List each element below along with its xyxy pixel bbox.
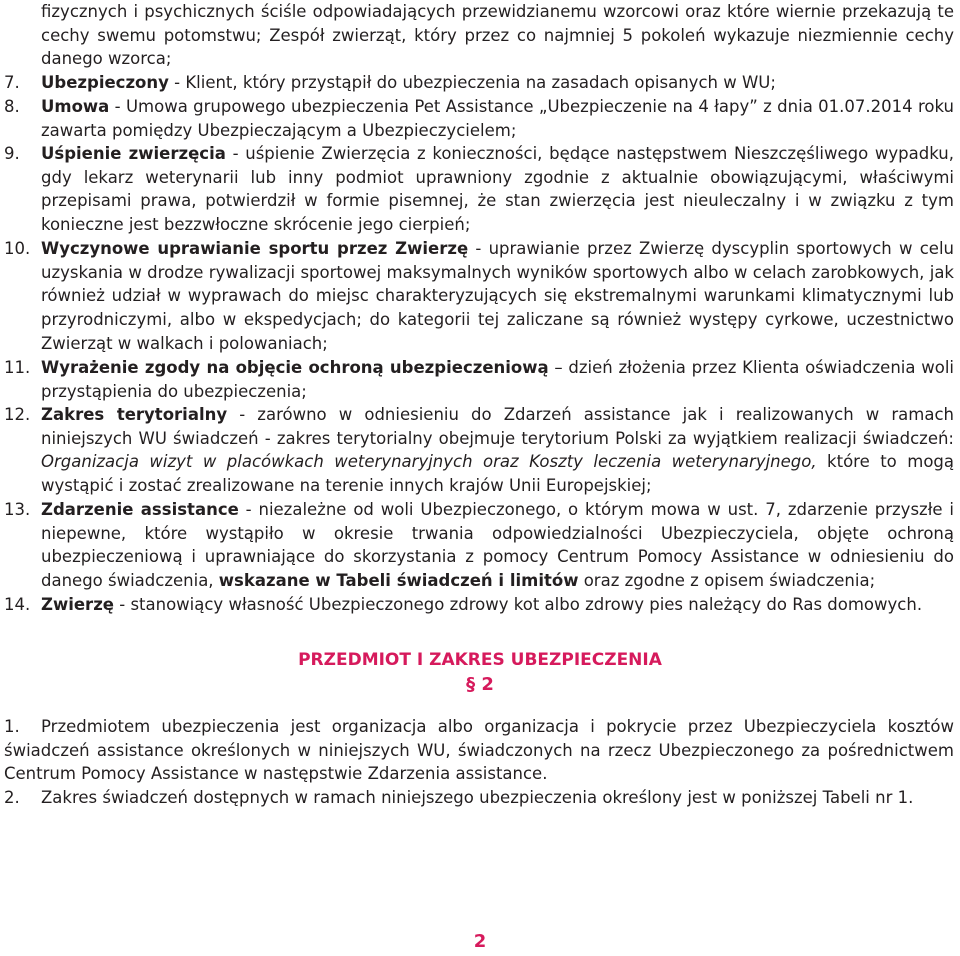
definition-number: 14. — [4, 595, 31, 614]
definition-text: - stanowiący własność Ubezpieczonego zdrowy kot albo zdrowy pies należący do Ras domowych. — [114, 595, 923, 614]
definition-term: Wyczynowe uprawianie sportu przez Zwierzę — [41, 239, 469, 258]
paragraph-text: Zakres świadczeń dostępnych w ramach niniejszego ubezpieczenia określony jest w poniższej Tabeli nr 1. — [41, 788, 914, 807]
definition-7 — [4, 71, 954, 95]
definition-text: - uśpienie Zwierzęcia z konieczności, będące następstwem Nieszczęśliwego wypadku, gdy lekarz weterynarii lub inny podmiot uprawniony zgodnie z aktualnie obowiązującymi, właściwymi przepisami prawa, potwierdził w formie pisemnej, że stan zwierzęcia jest nieuleczalny i w związku z tym konieczne jest bezzwłoczne skrócenie jego cierpień; — [41, 144, 954, 235]
definition-text-end: oraz zgodne z opisem świadczenia; — [578, 571, 876, 591]
definition-14 — [4, 593, 954, 617]
definition-text: – dzień złożenia przez Klienta oświadczenia woli przystąpienia do ubezpieczenia; — [41, 358, 954, 401]
definition-text: - Klient, który przystąpił do ubezpieczenia na zasadach opisanych w WU; — [168, 73, 776, 92]
definition-10 — [4, 237, 954, 356]
definition-text-end: które to mogą wystąpić i zostać zrealizowane na terenie innych krajów Unii Europejskiej; — [41, 452, 954, 496]
definition-number: 9. — [4, 144, 20, 163]
definition-number: 13. — [4, 500, 31, 519]
definition-continuation — [4, 0, 954, 71]
definition-11 — [4, 356, 954, 403]
definition-text: - uprawianie przez Zwierzę dyscyplin sportowych w celu uzyskania w drodze rywalizacji sportowej maksymalnych wyników sportowych albo w celach zarobkowych, jak również udział w wyprawach do miejsc charakteryzujących się ekstremalnymi warunkami klimatycznymi lub przyrodniczymi, albo w ekspedycjach; do kategorii tej zaliczane są również występy cyrkowe, uczestnictwo Zwierząt w walkach i polowaniach; — [41, 239, 954, 353]
definition-number: 8. — [4, 97, 20, 116]
definition-number: 10. — [4, 239, 31, 258]
paragraph-text: Przedmiotem ubezpieczenia jest organizacja albo organizacja i pokrycie przez Ubezpieczyciela kosztów świadczeń assistance określonych w niniejszych WU, świadczonych na rzecz Ubezpieczonego za pośrednictwem Centrum Pomocy Assistance w następstwie Zdarzenia assistance. — [4, 717, 954, 784]
definition-12 — [4, 403, 954, 498]
paragraph-number: 2. — [4, 788, 20, 807]
definition-13 — [4, 498, 954, 593]
definition-8 — [4, 95, 954, 142]
definition-bold-text: wskazane w Tabeli świadczeń i limitów — [218, 571, 579, 591]
definition-number: 12. — [4, 405, 31, 424]
definition-term: Zdarzenie assistance — [41, 500, 239, 519]
definition-term: Ubezpieczony — [41, 73, 169, 92]
paragraph-number: 1. — [4, 717, 20, 736]
definition-text: - niezależne od woli Ubezpieczonego, o którym mowa w ust. 7, zdarzenie przyszłe i niepewne, które wystąpiło w okresie trwania odpowiedzialności Ubezpieczyciela, objęte ochroną ubezpieczeniową i uprawniające do skorzystania z pomocy Centrum Pomocy Assistance w odniesieniu do danego świadczenia, — [41, 500, 954, 591]
continuation-text: fizycznych i psychicznych ściśle odpowiadających przewidzianemu wzorcowi oraz które wiernie przekazują te cechy swemu potomstwu; Zespół zwierząt, który przez co najmniej 5 pokoleń wykazuje niezmiennie cechy danego wzorca; — [41, 2, 954, 69]
definition-term: Wyrażenie zgody na objęcie ochroną ubezpieczeniową — [41, 358, 549, 377]
page-number: 2 — [473, 931, 487, 952]
definition-text: - Umowa grupowego ubezpieczenia Pet Assistance „Ubezpieczenie na 4 łapy” z dnia 01.07.2014 roku zawarta pomiędzy Ubezpieczającym a Ubezpieczycielem; — [41, 97, 954, 140]
definition-term: Uśpienie zwierzęcia — [41, 144, 226, 163]
definition-number: 7. — [4, 73, 20, 92]
definition-term: Zwierzę — [41, 595, 114, 614]
paragraph-mark: § 2 — [466, 674, 494, 695]
definition-term: Umowa — [41, 97, 110, 116]
definition-term: Zakres terytorialny — [41, 405, 228, 424]
definition-text: - zarówno w odniesieniu do Zdarzeń assistance jak i realizowanych w ramach niniejszych WU świadczeń - zakres terytorialny obejmuje terytorium Polski za wyjątkiem realizacji świadczeń: — [41, 405, 954, 448]
subject-paragraph-1 — [4, 715, 954, 786]
section-title: PRZEDMIOT I ZAKRES UBEZPIECZENIA — [298, 650, 662, 670]
definition-number: 11. — [4, 358, 31, 377]
definition-italic-text: Organizacja wizyt w placówkach weterynaryjnych oraz Koszty leczenia weterynaryjnego, — [41, 452, 817, 472]
definition-9 — [4, 142, 954, 237]
subject-paragraph-2 — [4, 786, 954, 810]
